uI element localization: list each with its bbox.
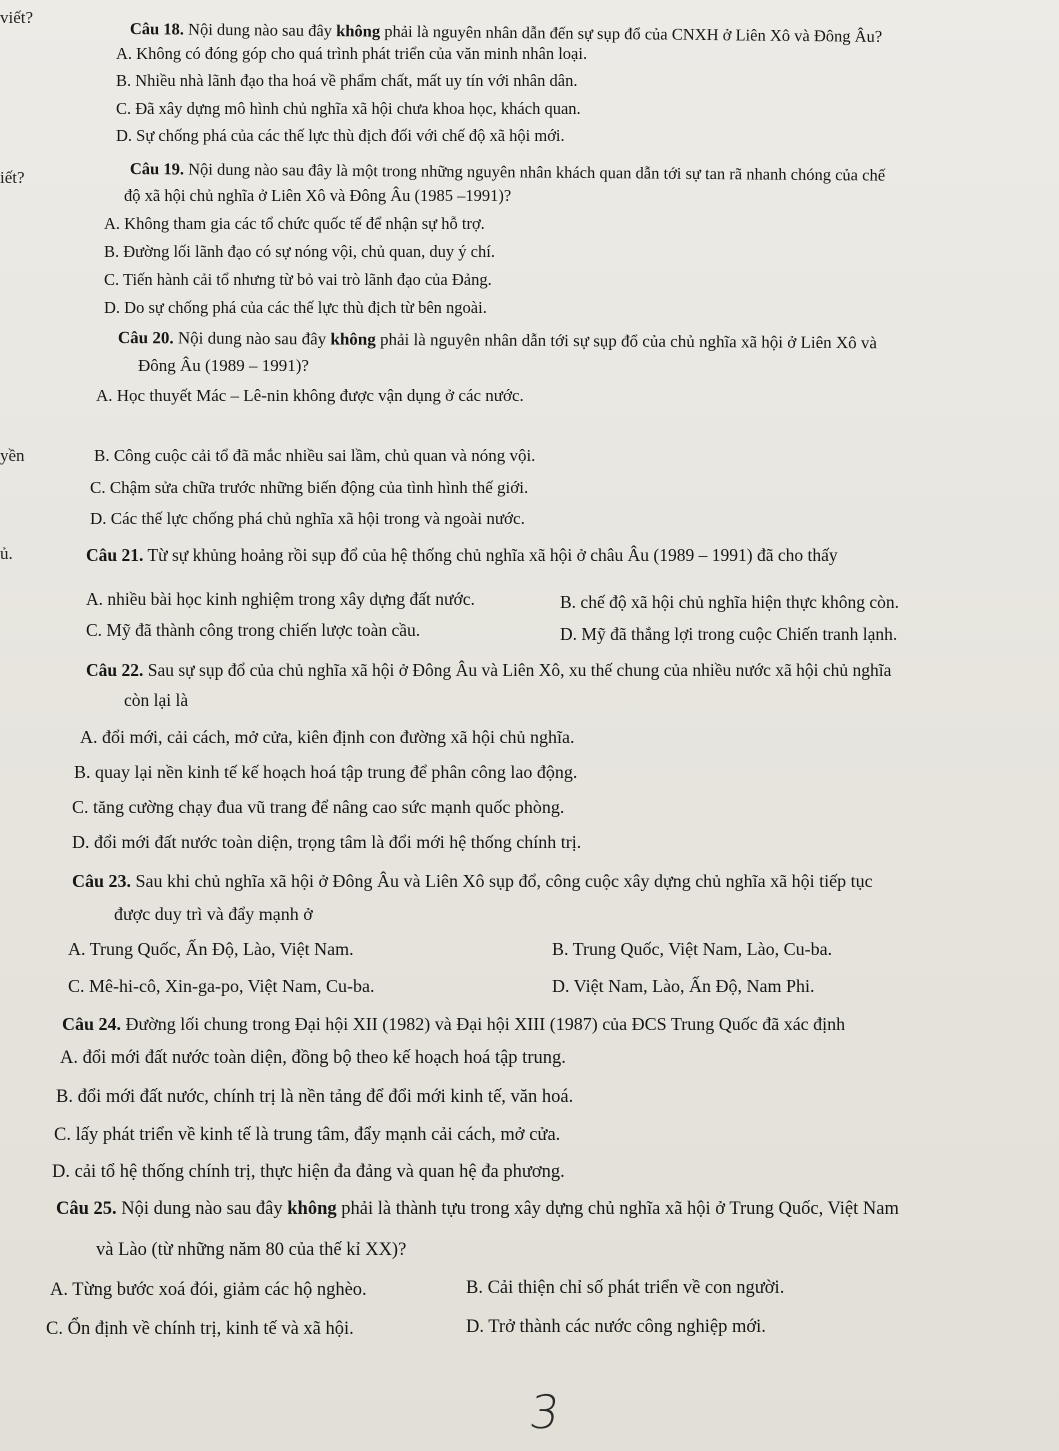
stem-keyword: không xyxy=(336,21,381,41)
option-d: D. Sự chống phá của các thế lực thù địch đối với chế độ xã hội mới. xyxy=(116,126,565,145)
stem-text: phải là nguyên nhân dẫn tới sự sụp đổ của chủ nghĩa xã hội ở Liên Xô và xyxy=(375,329,878,353)
option-d: D. Do sự chống phá của các thế lực thù địch từ bên ngoài. xyxy=(104,298,487,317)
option-c: C. Mê-hi-cô, Xin-ga-po, Việt Nam, Cu-ba. xyxy=(68,976,375,996)
question-number: Câu 25. xyxy=(56,1199,117,1219)
option-d: D. Các thế lực chống phá chủ nghĩa xã hội trong và ngoài nước. xyxy=(90,509,525,528)
option-c: C. Mỹ đã thành công trong chiến lược toàn cầu. xyxy=(86,620,421,640)
question-21-stem xyxy=(86,544,838,566)
option-b: B. Đường lối lãnh đạo có sự nóng vội, chủ quan, duy ý chí. xyxy=(104,242,495,261)
option-b: B. đổi mới đất nước, chính trị là nền tảng để đổi mới kinh tế, văn hoá. xyxy=(56,1087,574,1107)
question-19-stem xyxy=(130,158,885,187)
question-20-stem xyxy=(118,327,877,354)
stem-text: Nội dung nào sau đây là một trong những nguyên nhân khách quan dẫn tới sự tan rã nhanh chóng của chế xyxy=(188,159,886,185)
option-d: D. Mỹ đã thắng lợi trong cuộc Chiến tranh lạnh. xyxy=(560,624,898,644)
option-b: B. quay lại nền kinh tế kế hoạch hoá tập trung để phân công lao động. xyxy=(74,762,578,782)
stem-text: Từ sự khủng hoảng rồi sụp đổ của hệ thống chủ nghĩa xã hội ở châu Âu (1989 – 1991) đã cho thấy xyxy=(147,545,838,565)
option-c: C. Chậm sửa chữa trước những biến động của tình hình thế giới. xyxy=(90,478,529,497)
option-c: C. Tiến hành cải tổ nhưng từ bỏ vai trò lãnh đạo của Đảng. xyxy=(104,270,492,289)
question-22-stem xyxy=(86,659,891,681)
option-d: D. Trở thành các nước công nghiệp mới. xyxy=(466,1317,766,1337)
question-24-stem xyxy=(62,1013,845,1035)
question-stem-line2: còn lại là xyxy=(124,690,189,710)
stem-text: phải là thành tựu trong xây dựng chủ nghĩa xã hội ở Trung Quốc, Việt Nam xyxy=(336,1199,899,1219)
stem-text: Sau sự sụp đổ của chủ nghĩa xã hội ở Đông Âu và Liên Xô, xu thế chung của nhiều nước xã hội chủ nghĩa xyxy=(147,660,892,680)
option-d: D. Việt Nam, Lào, Ấn Độ, Nam Phi. xyxy=(552,976,815,996)
margin-note: viết? xyxy=(0,8,34,27)
option-a: A. Trung Quốc, Ấn Độ, Lào, Việt Nam. xyxy=(68,939,354,959)
page-number: 3 xyxy=(526,1385,564,1439)
question-stem-line2: và Lào (từ những năm 80 của thế kỉ XX)? xyxy=(96,1240,407,1260)
option-b: B. Cải thiện chỉ số phát triển về con người. xyxy=(466,1278,785,1298)
question-stem-line2: độ xã hội chủ nghĩa ở Liên Xô và Đông Âu (1985 –1991)? xyxy=(124,186,512,205)
option-b: B. Trung Quốc, Việt Nam, Lào, Cu-ba. xyxy=(552,939,833,959)
option-a: A. đổi mới, cải cách, mở cửa, kiên định con đường xã hội chủ nghĩa. xyxy=(80,727,575,747)
stem-keyword: không xyxy=(287,1199,337,1219)
question-number: Câu 22. xyxy=(86,660,144,680)
stem-text: phải là nguyên nhân dẫn đến sự sụp đổ của CNXH ở Liên Xô và Đông Âu? xyxy=(380,21,883,46)
option-c: C. Ổn định về chính trị, kinh tế và xã hội. xyxy=(46,1319,354,1339)
option-c: C. lấy phát triển về kinh tế là trung tâm, đẩy mạnh cải cách, mở cửa. xyxy=(54,1125,561,1145)
stem-text: Đường lối chung trong Đại hội XII (1982) và Đại hội XIII (1987) của ĐCS Trung Quốc đã xác định xyxy=(125,1014,846,1034)
question-number: Câu 24. xyxy=(62,1014,122,1034)
option-a: A. Không tham gia các tổ chức quốc tế để nhận sự hỗ trợ. xyxy=(104,214,485,233)
question-stem-line2: Đông Âu (1989 – 1991)? xyxy=(138,356,309,375)
question-number: Câu 18. xyxy=(129,18,185,39)
option-a: A. đổi mới đất nước toàn diện, đồng bộ theo kế hoạch hoá tập trung. xyxy=(60,1048,566,1068)
question-stem-line2: được duy trì và đẩy mạnh ở xyxy=(114,904,313,924)
option-a: A. Học thuyết Mác – Lê-nin không được vận dụng ở các nước. xyxy=(96,386,524,405)
stem-text: Nội dung nào sau đây xyxy=(177,328,331,349)
option-c: C. Đã xây dựng mô hình chủ nghĩa xã hội chưa khoa học, khách quan. xyxy=(116,99,581,118)
margin-note: yền xyxy=(0,446,25,465)
margin-note: ủ. xyxy=(0,544,13,563)
question-25-stem xyxy=(56,1198,899,1220)
stem-text: Nội dung nào sau đây xyxy=(188,19,337,41)
option-b: B. Công cuộc cải tổ đã mắc nhiều sai lầm, chủ quan và nóng vội. xyxy=(94,446,536,465)
option-a: A. nhiều bài học kinh nghiệm trong xây dựng đất nước. xyxy=(86,589,475,609)
option-b: B. Nhiều nhà lãnh đạo tha hoá về phẩm chất, mất uy tín với nhân dân. xyxy=(116,71,578,90)
option-a: A. Từng bước xoá đói, giảm các hộ nghèo. xyxy=(50,1280,367,1300)
stem-text: Sau khi chủ nghĩa xã hội ở Đông Âu và Liên Xô sụp đổ, công cuộc xây dựng chủ nghĩa xã hội tiếp tục xyxy=(135,871,873,891)
option-b: B. chế độ xã hội chủ nghĩa hiện thực không còn. xyxy=(560,592,899,612)
stem-keyword: không xyxy=(330,329,376,349)
question-23-stem xyxy=(72,870,873,892)
stem-text: Nội dung nào sau đây xyxy=(121,1199,288,1219)
question-number: Câu 21. xyxy=(86,545,144,565)
option-d: D. cải tổ hệ thống chính trị, thực hiện đa đảng và quan hệ đa phương. xyxy=(52,1162,565,1182)
question-number: Câu 20. xyxy=(117,327,174,348)
question-number: Câu 23. xyxy=(72,871,132,891)
option-d: D. đổi mới đất nước toàn diện, trọng tâm là đổi mới hệ thống chính trị. xyxy=(72,832,582,852)
option-c: C. tăng cường chạy đua vũ trang để nâng cao sức mạnh quốc phòng. xyxy=(72,797,565,817)
option-a: A. Không có đóng góp cho quá trình phát triển của văn minh nhân loại. xyxy=(116,44,588,63)
question-number: Câu 19. xyxy=(129,158,185,179)
margin-note: iết? xyxy=(0,168,25,187)
